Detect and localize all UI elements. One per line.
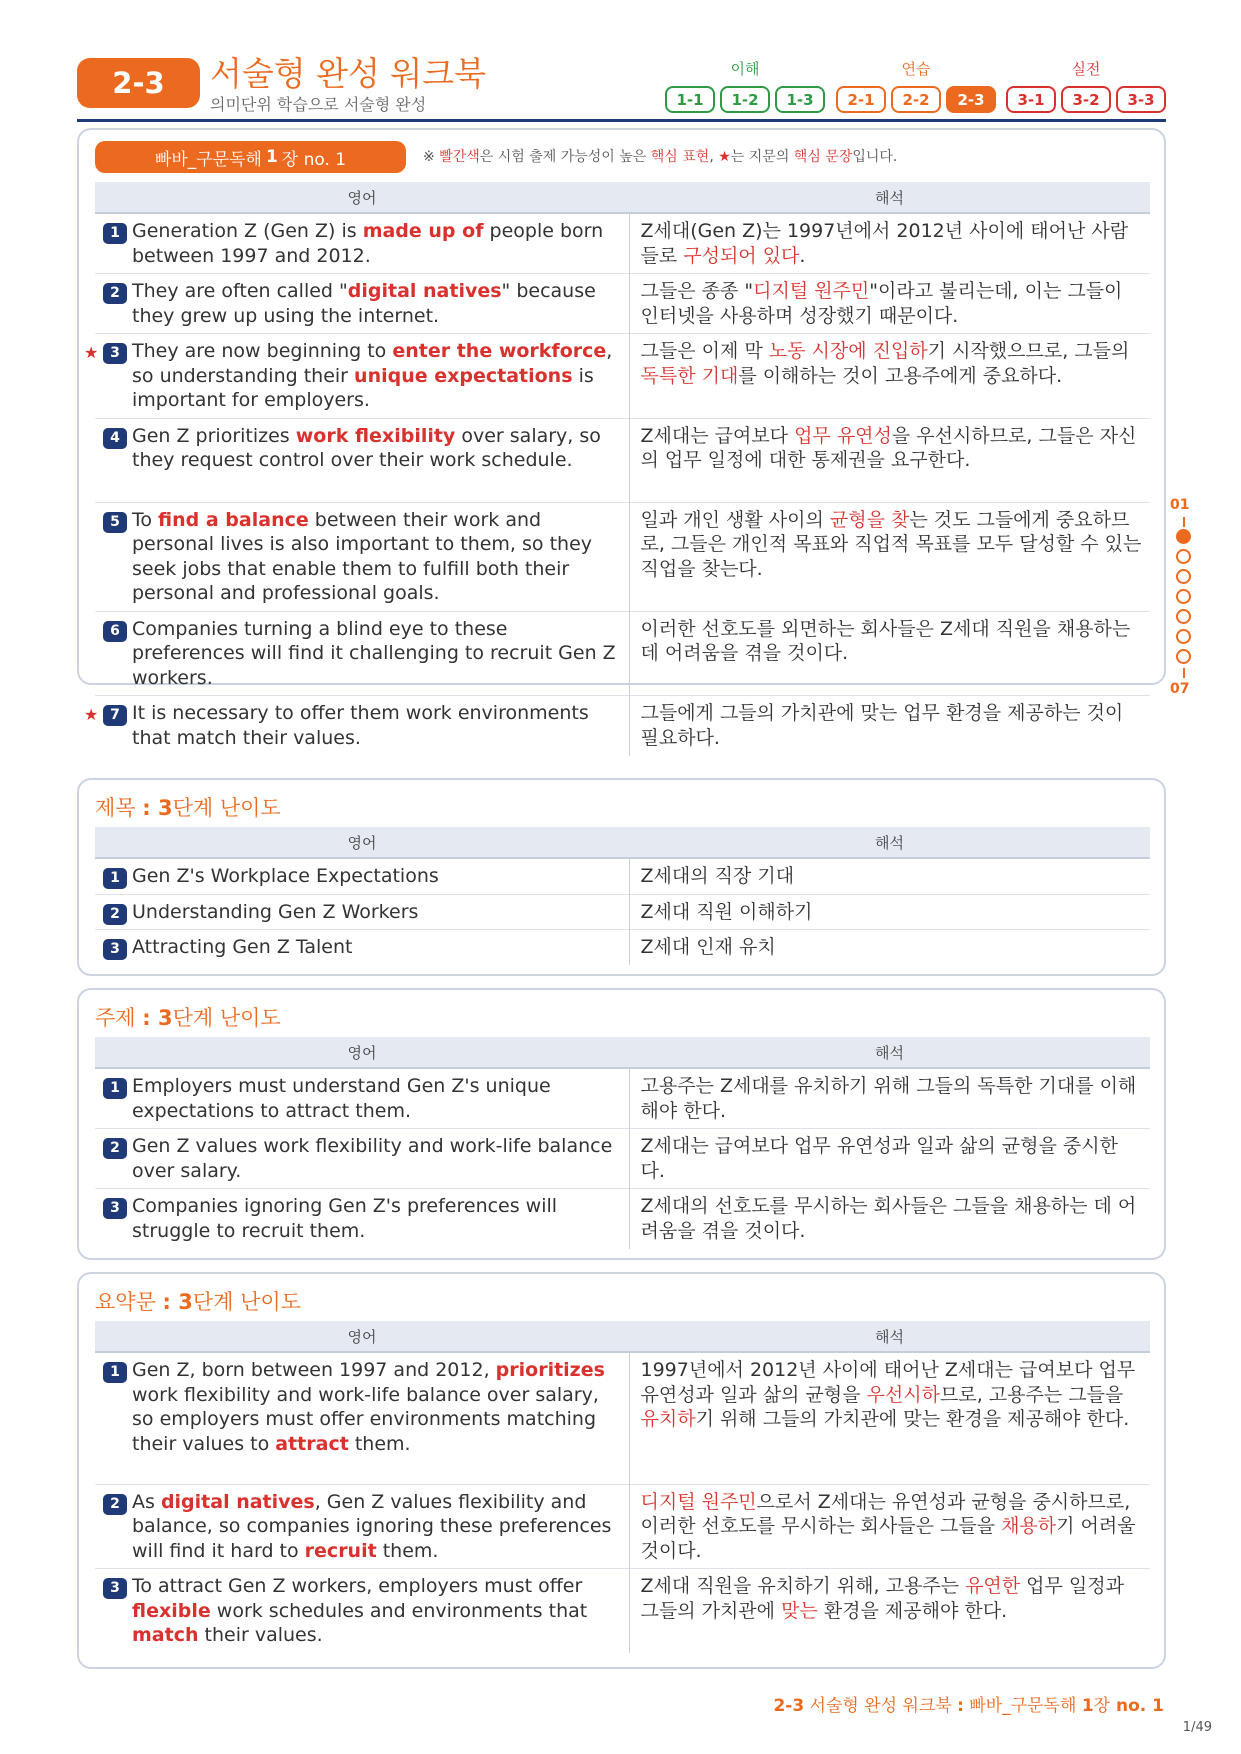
key-expression: prioritizes <box>495 1359 605 1381</box>
workbook-code-badge: 2-3 <box>77 58 200 108</box>
legend-key-expression: 핵심 표현 <box>650 149 710 165</box>
column-header-english: 영어 <box>95 182 629 213</box>
section-title-label: 요약문 <box>95 1290 163 1314</box>
korean-cell: Z세대는 급여보다 업무 유연성과 일과 삶의 균형을 중시한다. <box>629 1129 1150 1189</box>
table-row <box>95 1189 1150 1249</box>
korean-cell: 그들은 종종 "디지털 원주민"이라고 불리는데, 이는 그들이 인터넷을 사용하며 성장했기 때문이다. <box>629 274 1150 334</box>
table-row <box>95 1129 1150 1189</box>
key-expression: match <box>132 1624 199 1646</box>
footer-title: 서술형 완성 워크북 <box>804 1696 958 1716</box>
key-expression: unique expectations <box>354 364 573 387</box>
english-cell: ★ 7 It is necessary to offer them work environments that match their values. <box>95 696 629 756</box>
reading-section <box>77 128 1166 749</box>
korean-cell: Z세대 직원 이해하기 <box>629 894 1150 930</box>
key-expression: digital natives <box>160 1490 315 1513</box>
table-row <box>95 611 1150 696</box>
workbook-subtitle: 의미단위 학습으로 서술형 완성 <box>210 95 427 114</box>
step-button-3-3[interactable]: 3-3 <box>1116 86 1166 113</box>
reading-table <box>84 182 1150 756</box>
sentence-number: 1 <box>103 1362 127 1383</box>
table-row <box>95 696 1150 756</box>
korean-cell: Z세대 직원을 유치하기 위해, 고용주는 유연한 업무 일정과 그들의 가치관에 맞는 환경을 제공해야 한다. <box>629 1569 1150 1653</box>
key-expression: find a balance <box>158 508 309 531</box>
legend-red-word: 빨간색 <box>439 149 480 165</box>
section-title-level: : 3 <box>162 1290 193 1314</box>
key-expression: 업무 유연성 <box>794 424 892 447</box>
summary-section <box>77 1272 1166 1669</box>
sentence-number: 1 <box>103 223 127 244</box>
korean-cell: 그들은 이제 막 노동 시장에 진입하기 시작했으므로, 그들의 독특한 기대를 이해하는 것이 고용주에게 중요하다. <box>629 334 1150 419</box>
chapter-badge <box>95 141 406 173</box>
key-expression: attract <box>275 1432 349 1455</box>
step-button-3-2[interactable]: 3-2 <box>1061 86 1111 113</box>
step-group-label: 연습 <box>901 60 931 78</box>
column-header-korean: 해석 <box>629 1037 1150 1068</box>
theme-section <box>77 988 1166 1260</box>
step-group-label: 이해 <box>730 60 760 78</box>
star-icon: ★ <box>84 705 99 724</box>
korean-cell: Z세대의 선호도를 무시하는 회사들은 그들을 채용하는 데 어려움을 겪을 것이다. <box>629 1189 1150 1249</box>
footer-chapter-unit: 장 <box>1093 1696 1111 1716</box>
title-section <box>77 778 1166 976</box>
english-cell: 2 They are often called "digital natives" because they grew up using the internet. <box>95 274 629 334</box>
summary-table <box>95 1321 1150 1653</box>
key-expression: flexible <box>132 1599 211 1622</box>
table-row <box>95 1484 1150 1569</box>
column-header-english: 영어 <box>95 1037 629 1068</box>
workbook-title: 서술형 완성 워크북 <box>210 54 487 93</box>
table-row <box>95 213 1150 274</box>
section-title-suffix: 단계 난이도 <box>172 1006 281 1030</box>
column-header-korean: 해석 <box>629 182 1150 213</box>
sentence-number: 3 <box>103 1578 127 1599</box>
legend-text-2: 는 지문의 <box>730 149 794 165</box>
progress-end-label: 07 <box>1170 681 1190 697</box>
legend-comma: , <box>709 149 719 165</box>
korean-cell: 일과 개인 생활 사이의 균형을 찾는 것도 그들에게 중요하므로, 그들은 개인적 목표와 직업적 목표를 모두 달성할 수 있는 직업을 찾는다. <box>629 502 1150 611</box>
english-cell: 5 To find a balance between their work and personal lives is also important to them, so they seek jobs that enable them to fulfill both their personal and professional goals. <box>95 502 629 611</box>
key-expression: 우선시하 <box>866 1383 940 1406</box>
korean-cell: 그들에게 그들의 가치관에 맞는 업무 환경을 제공하는 것이 필요하다. <box>629 696 1150 756</box>
progress-start-label: 01 <box>1170 497 1190 513</box>
table-row <box>95 274 1150 334</box>
footer-separator: : <box>957 1696 964 1716</box>
section-title-label: 주제 <box>95 1006 143 1030</box>
legend-key-sentence: 핵심 문장 <box>793 149 853 165</box>
footer-item-number: no. 1 <box>1110 1696 1164 1716</box>
key-expression: 맞는 <box>781 1599 818 1622</box>
title-table <box>95 827 1150 965</box>
section-title-suffix: 단계 난이도 <box>172 796 281 820</box>
sentence-number: 1 <box>103 1078 127 1099</box>
footer-chapter-number: 1 <box>1081 1696 1094 1716</box>
column-header-english: 영어 <box>95 1321 629 1352</box>
section-title-level: : 3 <box>142 796 173 820</box>
progress-dot <box>1176 609 1191 624</box>
sentence-number: 6 <box>103 621 127 642</box>
legend-note <box>423 146 897 166</box>
sentence-number: 5 <box>103 512 127 533</box>
sentence-number: 3 <box>103 1198 127 1219</box>
sentence-number: 2 <box>103 1138 127 1159</box>
korean-cell: 고용주는 Z세대를 유치하기 위해 그들의 독특한 기대를 이해해야 한다. <box>640 1075 1137 1122</box>
section-title-label: 제목 <box>95 796 143 820</box>
english-cell: 3 To attract Gen Z workers, employers must offer flexible work schedules and environments that match their values. <box>95 1569 629 1653</box>
progress-dot <box>1176 629 1191 644</box>
table-row <box>95 1569 1150 1653</box>
key-expression: 채용하 <box>1001 1515 1057 1537</box>
progress-line-bottom <box>1183 668 1185 678</box>
korean-cell: Z세대의 직장 기대 <box>640 865 795 887</box>
section-title-level: : 3 <box>142 1006 173 1030</box>
sentence-number: 2 <box>103 1494 127 1515</box>
english-cell: 1 Generation Z (Gen Z) is made up of people born between 1997 and 2012. <box>95 213 629 274</box>
section-title <box>95 1286 301 1316</box>
column-header-korean: 해석 <box>629 1321 1150 1352</box>
key-expression: work flexibility <box>295 424 456 447</box>
progress-dot <box>1176 529 1191 544</box>
english-cell: 3 Attracting Gen Z Talent <box>95 930 629 965</box>
english-cell: 2 Understanding Gen Z Workers <box>95 894 629 930</box>
table-row <box>95 418 1150 502</box>
english-cell: 2 As digital natives, Gen Z values flexibility and balance, so companies ignoring these preferences will find it hard to recruit them. <box>95 1484 629 1569</box>
step-button-1-1[interactable]: 1-1 <box>665 86 715 113</box>
table-row <box>95 1352 1150 1484</box>
sentence-number: 4 <box>103 428 127 449</box>
section-title-suffix: 단계 난이도 <box>192 1290 301 1314</box>
english-cell: 6 Companies turning a blind eye to these preferences will find it challenging to recruit Gen Z workers. <box>95 611 629 696</box>
table-row <box>95 334 1150 419</box>
progress-dot <box>1176 589 1191 604</box>
legend-text-1: 은 시험 출제 가능성이 높은 <box>479 149 651 165</box>
step-group-label: 실전 <box>1071 60 1101 78</box>
key-expression: 균형을 찾 <box>829 508 910 531</box>
sentence-number: 7 <box>103 705 127 726</box>
korean-cell: Z세대 인재 유치 <box>629 930 1150 965</box>
korean-cell: Z세대는 급여보다 업무 유연성을 우선시하므로, 그들은 자신의 업무 일정에 대한 통제권을 요구한다. <box>629 418 1150 502</box>
sentence-number: 2 <box>103 904 127 925</box>
key-expression: 유치하 <box>640 1408 696 1430</box>
english-cell: 4 Gen Z prioritizes work flexibility over salary, so they request control over their work schedule. <box>95 418 629 502</box>
progress-dot <box>1176 549 1191 564</box>
chapter-badge-number: 1 <box>265 147 278 167</box>
theme-table <box>95 1037 1150 1249</box>
key-expression: 노동 시장에 진입하 <box>768 340 928 362</box>
progress-line-top <box>1183 517 1185 527</box>
header-divider <box>77 119 1166 122</box>
page-number: 1/49 <box>1182 1720 1212 1735</box>
legend-suffix: 입니다. <box>852 149 898 165</box>
step-button-1-2[interactable]: 1-2 <box>720 86 770 113</box>
chapter-badge-book: 빠바_구문독해 <box>154 149 262 170</box>
key-expression: 유연한 <box>965 1575 1021 1597</box>
key-expression: 디지털 원주민 <box>753 280 870 302</box>
korean-cell: Z세대(Gen Z)는 1997년에서 2012년 사이에 태어난 사람들로 구성되어 있다. <box>640 220 1129 267</box>
sentence-number: 3 <box>103 343 127 364</box>
column-header-english: 영어 <box>95 827 629 858</box>
step-button-2-1[interactable]: 2-1 <box>836 86 886 113</box>
english-cell: 2 Gen Z values work flexibility and work-life balance over salary. <box>95 1129 629 1189</box>
star-icon: ★ <box>84 343 99 362</box>
step-button-2-2[interactable]: 2-2 <box>891 86 941 113</box>
footer-code: 2-3 <box>773 1696 805 1716</box>
key-expression: 구성되어 있다 <box>683 244 800 267</box>
sentence-number: 2 <box>103 283 127 304</box>
table-row <box>95 894 1150 930</box>
progress-dot <box>1176 569 1191 584</box>
key-expression: recruit <box>304 1539 377 1562</box>
section-title <box>95 792 281 822</box>
table-row <box>95 858 1150 894</box>
column-header-korean: 해석 <box>629 827 1150 858</box>
table-row <box>95 930 1150 965</box>
korean-cell: 1997년에서 2012년 사이에 태어난 Z세대는 급여보다 업무 유연성과 일과 삶의 균형을 우선시하므로, 고용주는 그들을 유치하기 위해 그들의 가치관에 맞는 환경을 제공해야 한다. <box>640 1359 1136 1430</box>
step-button-1-3[interactable]: 1-3 <box>775 86 825 113</box>
key-expression: digital natives <box>347 280 502 302</box>
step-button-3-1[interactable]: 3-1 <box>1006 86 1056 113</box>
english-cell: 1 Gen Z's Workplace Expectations <box>95 858 629 894</box>
table-row <box>95 1068 1150 1129</box>
korean-cell: 이러한 선호도를 외면하는 회사들은 Z세대 직원을 채용하는 데 어려움을 겪을 것이다. <box>629 611 1150 696</box>
star-icon: ★ <box>718 149 731 165</box>
footer-book: 빠바_구문독해 <box>963 1696 1082 1716</box>
footer-caption <box>773 1691 1164 1716</box>
english-cell: 1 Employers must understand Gen Z's unique expectations to attract them. <box>95 1068 629 1129</box>
sentence-number: 1 <box>103 868 127 889</box>
table-row <box>95 502 1150 611</box>
key-expression: 디지털 원주민 <box>640 1490 757 1513</box>
key-expression: enter the workforce <box>392 340 607 362</box>
key-expression: made up of <box>362 220 484 242</box>
english-cell: 3 Companies ignoring Gen Z's preferences will struggle to recruit them. <box>95 1189 629 1249</box>
korean-cell: 디지털 원주민으로서 Z세대는 유연성과 균형을 중시하므로, 이러한 선호도를 무시하는 회사들은 그들을 채용하기 어려울 것이다. <box>629 1484 1150 1569</box>
english-cell: 1 Gen Z, born between 1997 and 2012, prioritizes work flexibility and work-life balance over salary, so employers must offer environments matching their values to attract them. <box>95 1352 629 1484</box>
legend-prefix: ※ <box>423 149 440 165</box>
sentence-number: 3 <box>103 939 127 960</box>
step-button-2-3[interactable]: 2-3 <box>946 86 996 113</box>
english-cell: ★ 3 They are now beginning to enter the workforce, so understanding their unique expectations is important for employers. <box>95 334 629 419</box>
section-title <box>95 1002 281 1032</box>
key-expression: 독특한 기대 <box>640 364 739 387</box>
progress-dot <box>1176 649 1191 664</box>
chapter-badge-suffix: 장 no. 1 <box>281 149 347 170</box>
